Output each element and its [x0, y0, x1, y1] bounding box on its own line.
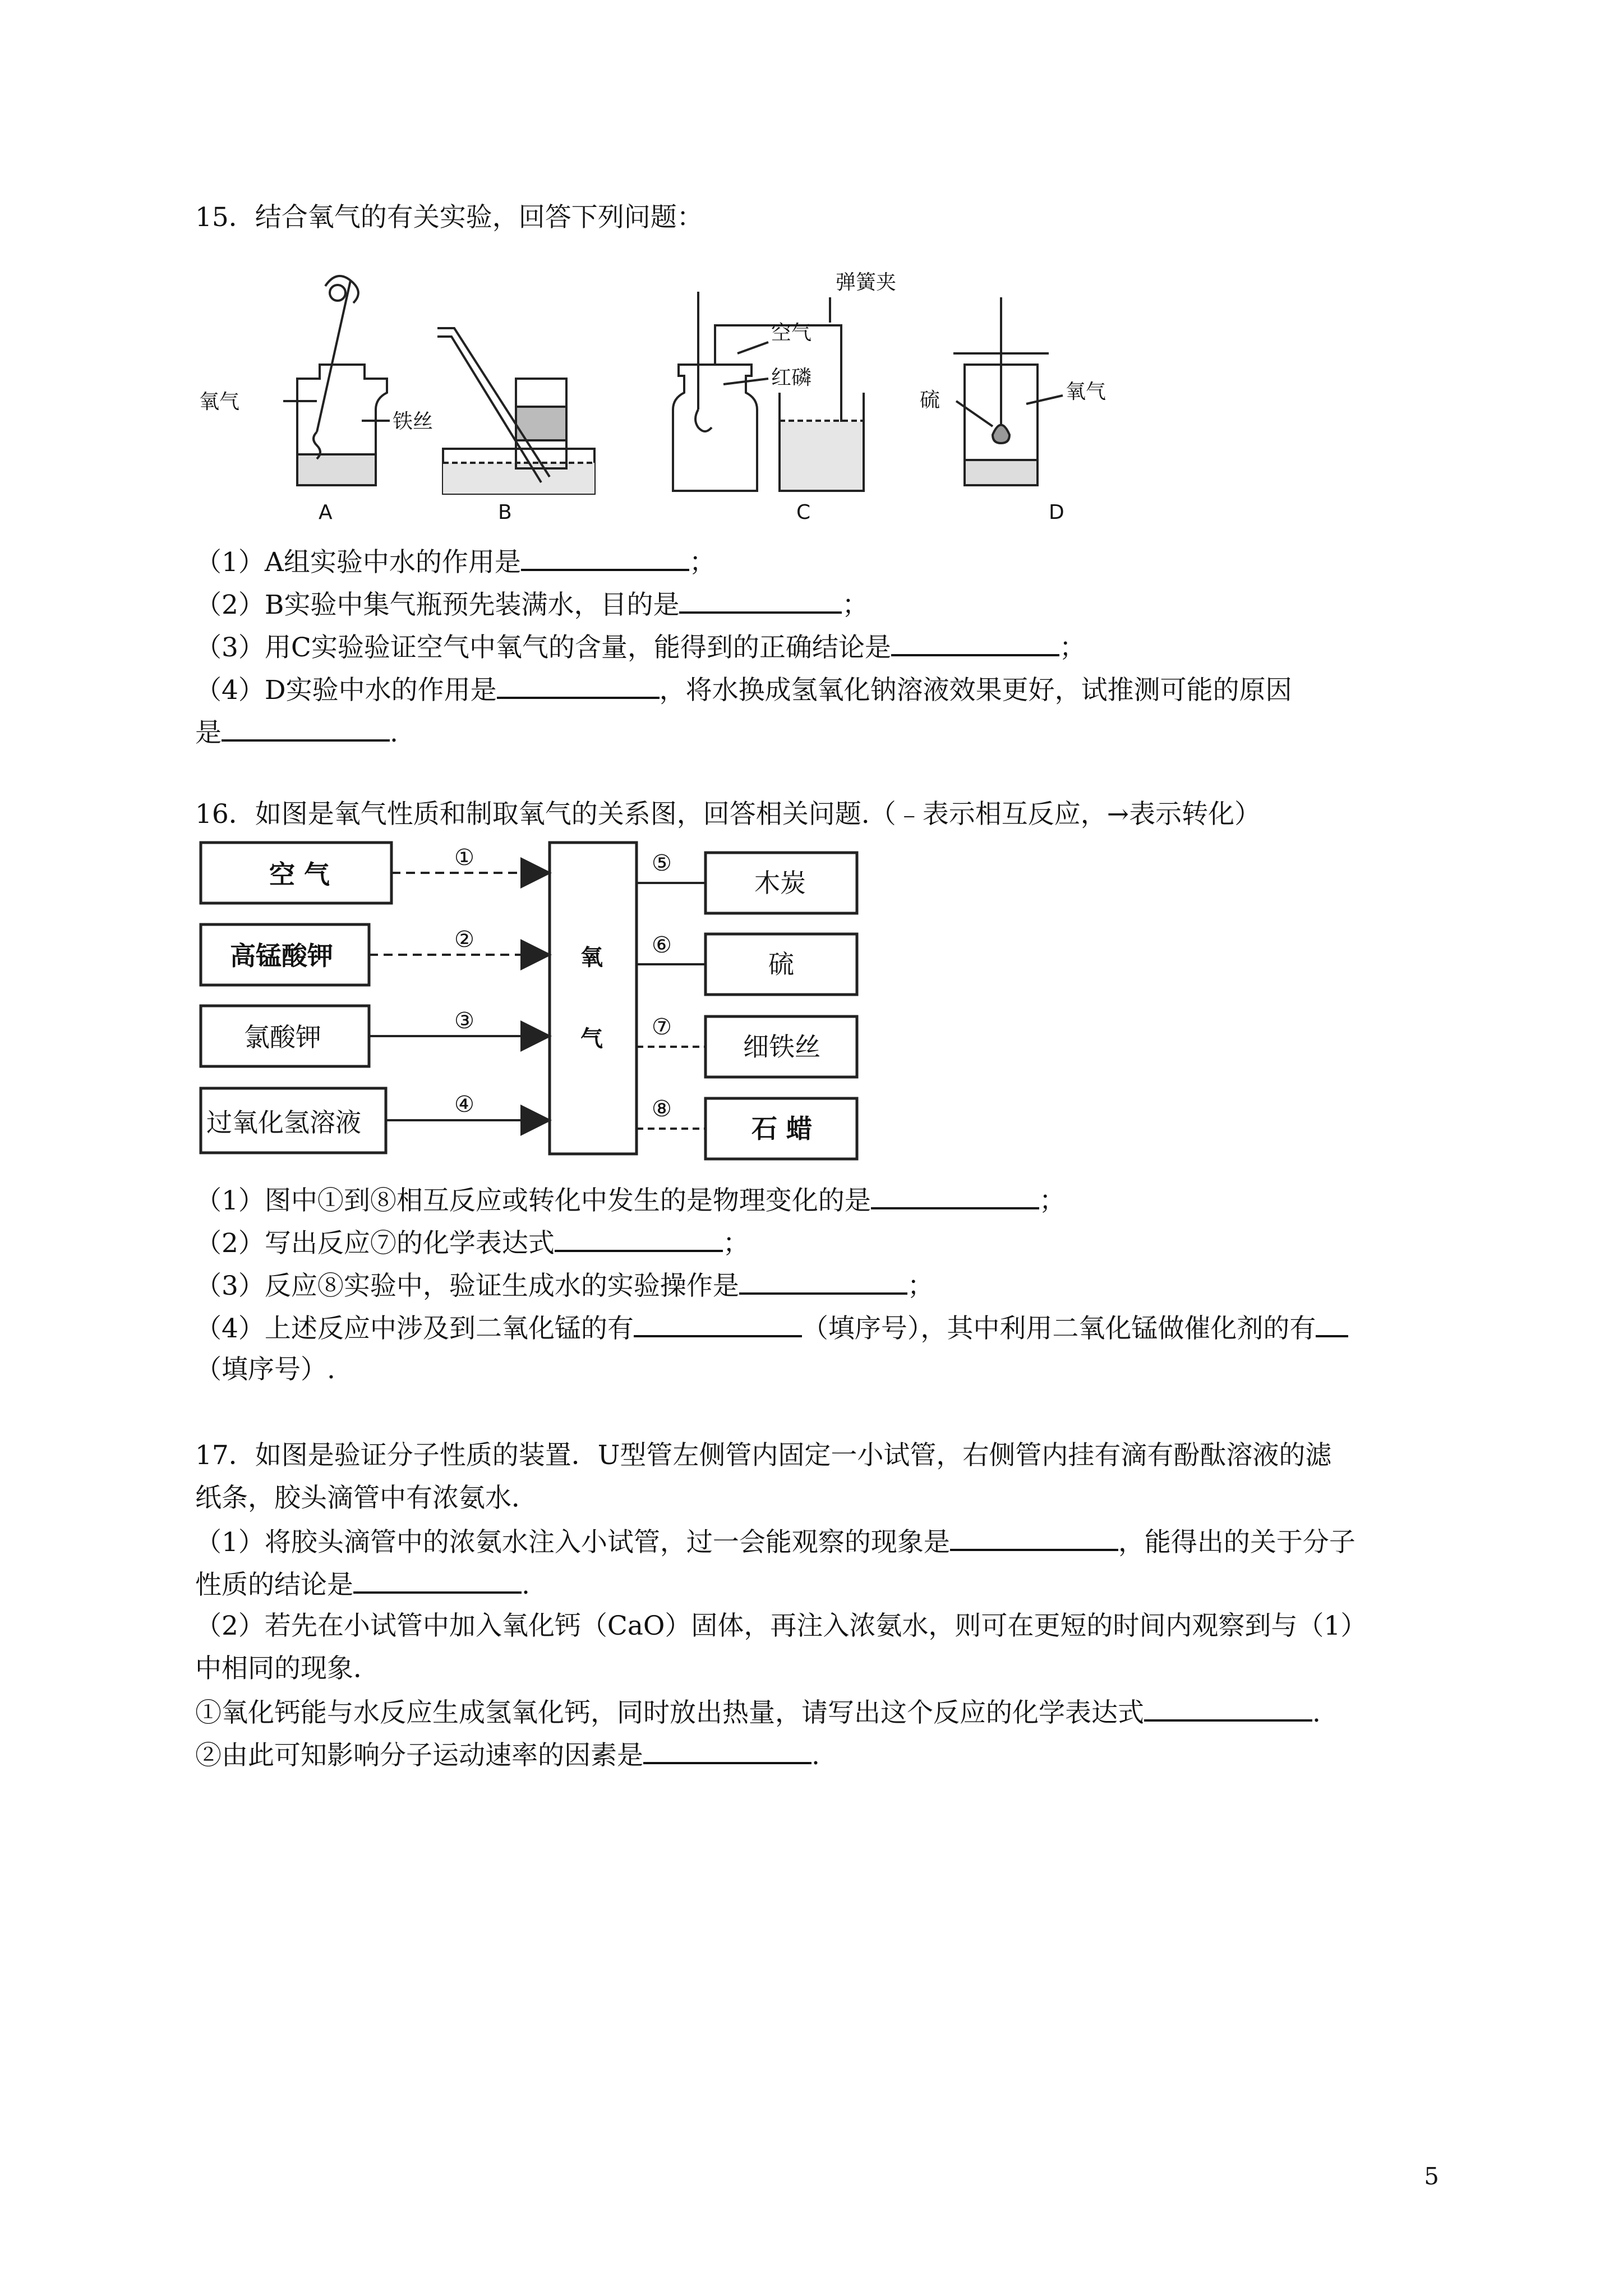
- q15-item-2: （2）B实验中集气瓶预先装满水，目的是 ；: [195, 587, 868, 622]
- q17-item-2: 性质的结论是 .: [195, 1567, 530, 1602]
- answer-blank[interactable]: [891, 629, 1059, 656]
- q17-item-4: 中相同的现象．: [195, 1653, 380, 1684]
- q16-stem: 16．如图是氧气性质和制取氧气的关系图，回答相关问题.（﹣表示相互反应，→表示转化）: [195, 799, 1261, 830]
- answer-blank[interactable]: [353, 1567, 522, 1594]
- q17-item-1: （1）将胶头滴管中的浓氨水注入小试管，过一会能观察的现象是 ，能得出的关于分子: [195, 1524, 1355, 1559]
- caption-d: D: [1049, 501, 1064, 524]
- answer-blank[interactable]: [555, 1225, 723, 1252]
- label-iron-wire: 铁丝: [393, 410, 434, 433]
- q16-item-3: （3）反应⑧实验中，验证生成水的实验操作是 ；: [195, 1268, 934, 1303]
- caption-b: B: [498, 501, 512, 524]
- answer-blank[interactable]: [679, 587, 842, 614]
- box-hydrogen-peroxide: 过氧化氢溶液: [206, 1107, 361, 1138]
- box-potassium-permanganate: 高锰酸钾: [230, 941, 333, 971]
- center-oxygen-1: 氧: [580, 945, 603, 970]
- arrow-num-1: ①: [454, 845, 474, 871]
- apparatus-a: [283, 276, 390, 485]
- apparatus-b: [437, 328, 594, 494]
- apparatus-d: [953, 297, 1063, 485]
- answer-blank[interactable]: [739, 1268, 907, 1295]
- arrow-num-3: ③: [454, 1008, 474, 1034]
- answer-blank[interactable]: [1316, 1310, 1348, 1337]
- line-num-8: ⑧: [652, 1096, 672, 1122]
- box-potassium-chlorate: 氯酸钾: [244, 1022, 321, 1052]
- answer-blank[interactable]: [222, 715, 390, 742]
- answer-blank[interactable]: [950, 1524, 1118, 1551]
- apparatus-c: [673, 292, 864, 491]
- label-oxygen-a: 氧气: [199, 390, 240, 413]
- q15-item-3: （3）用C实验验证空气中氧气的含量，能得到的正确结论是 ；: [195, 629, 1086, 665]
- arrow-num-2: ②: [454, 927, 474, 953]
- q16-item-1: （1）图中①到⑧相互反应或转化中发生的是物理变化的是 ；: [195, 1182, 1066, 1218]
- q16-item-2: （2）写出反应⑦的化学表达式 ；: [195, 1225, 749, 1260]
- label-air: 空气: [771, 321, 812, 344]
- answer-blank[interactable]: [634, 1310, 802, 1337]
- caption-c: C: [796, 501, 811, 524]
- q15-item-4: （4）D实验中水的作用是 ，将水换成氢氧化钠溶液效果更好，试推测可能的原因: [195, 672, 1292, 707]
- label-spring-clip: 弹簧夹: [836, 271, 897, 294]
- answer-blank[interactable]: [521, 544, 689, 571]
- q15-experiment-figure: [191, 264, 1200, 533]
- q17-item-3: （2）若先在小试管中加入氧化钙（CaO）固体，再注入浓氨水，则可在更短的时间内观察到与（1）: [195, 1611, 1367, 1641]
- q16-item-4: （4）上述反应中涉及到二氧化锰的有 （填序号），其中利用二氧化锰做催化剂的有: [195, 1310, 1348, 1346]
- q17-stem-2: 纸条，胶头滴管中有浓氨水．: [195, 1483, 538, 1513]
- q16-relation-diagram: [191, 836, 920, 1184]
- box-sulfur: 硫: [768, 949, 794, 979]
- line-num-5: ⑤: [652, 850, 672, 876]
- q17-item-6: ②由此可知影响分子运动速率的因素是 .: [195, 1737, 820, 1773]
- box-paraffin: 石 蜡: [751, 1114, 813, 1144]
- arrow-num-4: ④: [454, 1092, 474, 1117]
- page-number: 5: [1424, 2162, 1439, 2190]
- q17-item-5: ①氧化钙能与水反应生成氢氧化钙，同时放出热量，请写出这个反应的化学表达式 .: [195, 1695, 1321, 1730]
- label-red-phosphorus: 红磷: [771, 366, 812, 389]
- answer-blank[interactable]: [871, 1182, 1039, 1209]
- q15-item-1: （1）A组实验中水的作用是 ；: [195, 544, 716, 579]
- label-sulfur: 硫: [920, 389, 940, 412]
- label-oxygen-d: 氧气: [1066, 380, 1106, 403]
- caption-a: A: [319, 501, 333, 524]
- q15-item-5: 是 .: [195, 715, 398, 750]
- box-charcoal: 木炭: [754, 868, 806, 898]
- line-num-6: ⑥: [652, 932, 672, 958]
- answer-blank[interactable]: [497, 672, 660, 699]
- center-oxygen-2: 气: [580, 1026, 603, 1052]
- answer-blank[interactable]: [643, 1737, 811, 1764]
- answer-blank[interactable]: [1144, 1695, 1312, 1722]
- box-air: 空 气: [269, 859, 330, 890]
- line-num-7: ⑦: [652, 1014, 672, 1040]
- q15-stem: 15．结合氧气的有关实验，回答下列问题：: [195, 202, 703, 233]
- box-iron-wire: 细铁丝: [743, 1032, 820, 1062]
- q16-item-5: （填序号）.: [195, 1354, 335, 1385]
- q17-stem-1: 17．如图是验证分子性质的装置．U型管左侧管内固定一小试管，右侧管内挂有滴有酚酞溶液的滤: [195, 1440, 1332, 1471]
